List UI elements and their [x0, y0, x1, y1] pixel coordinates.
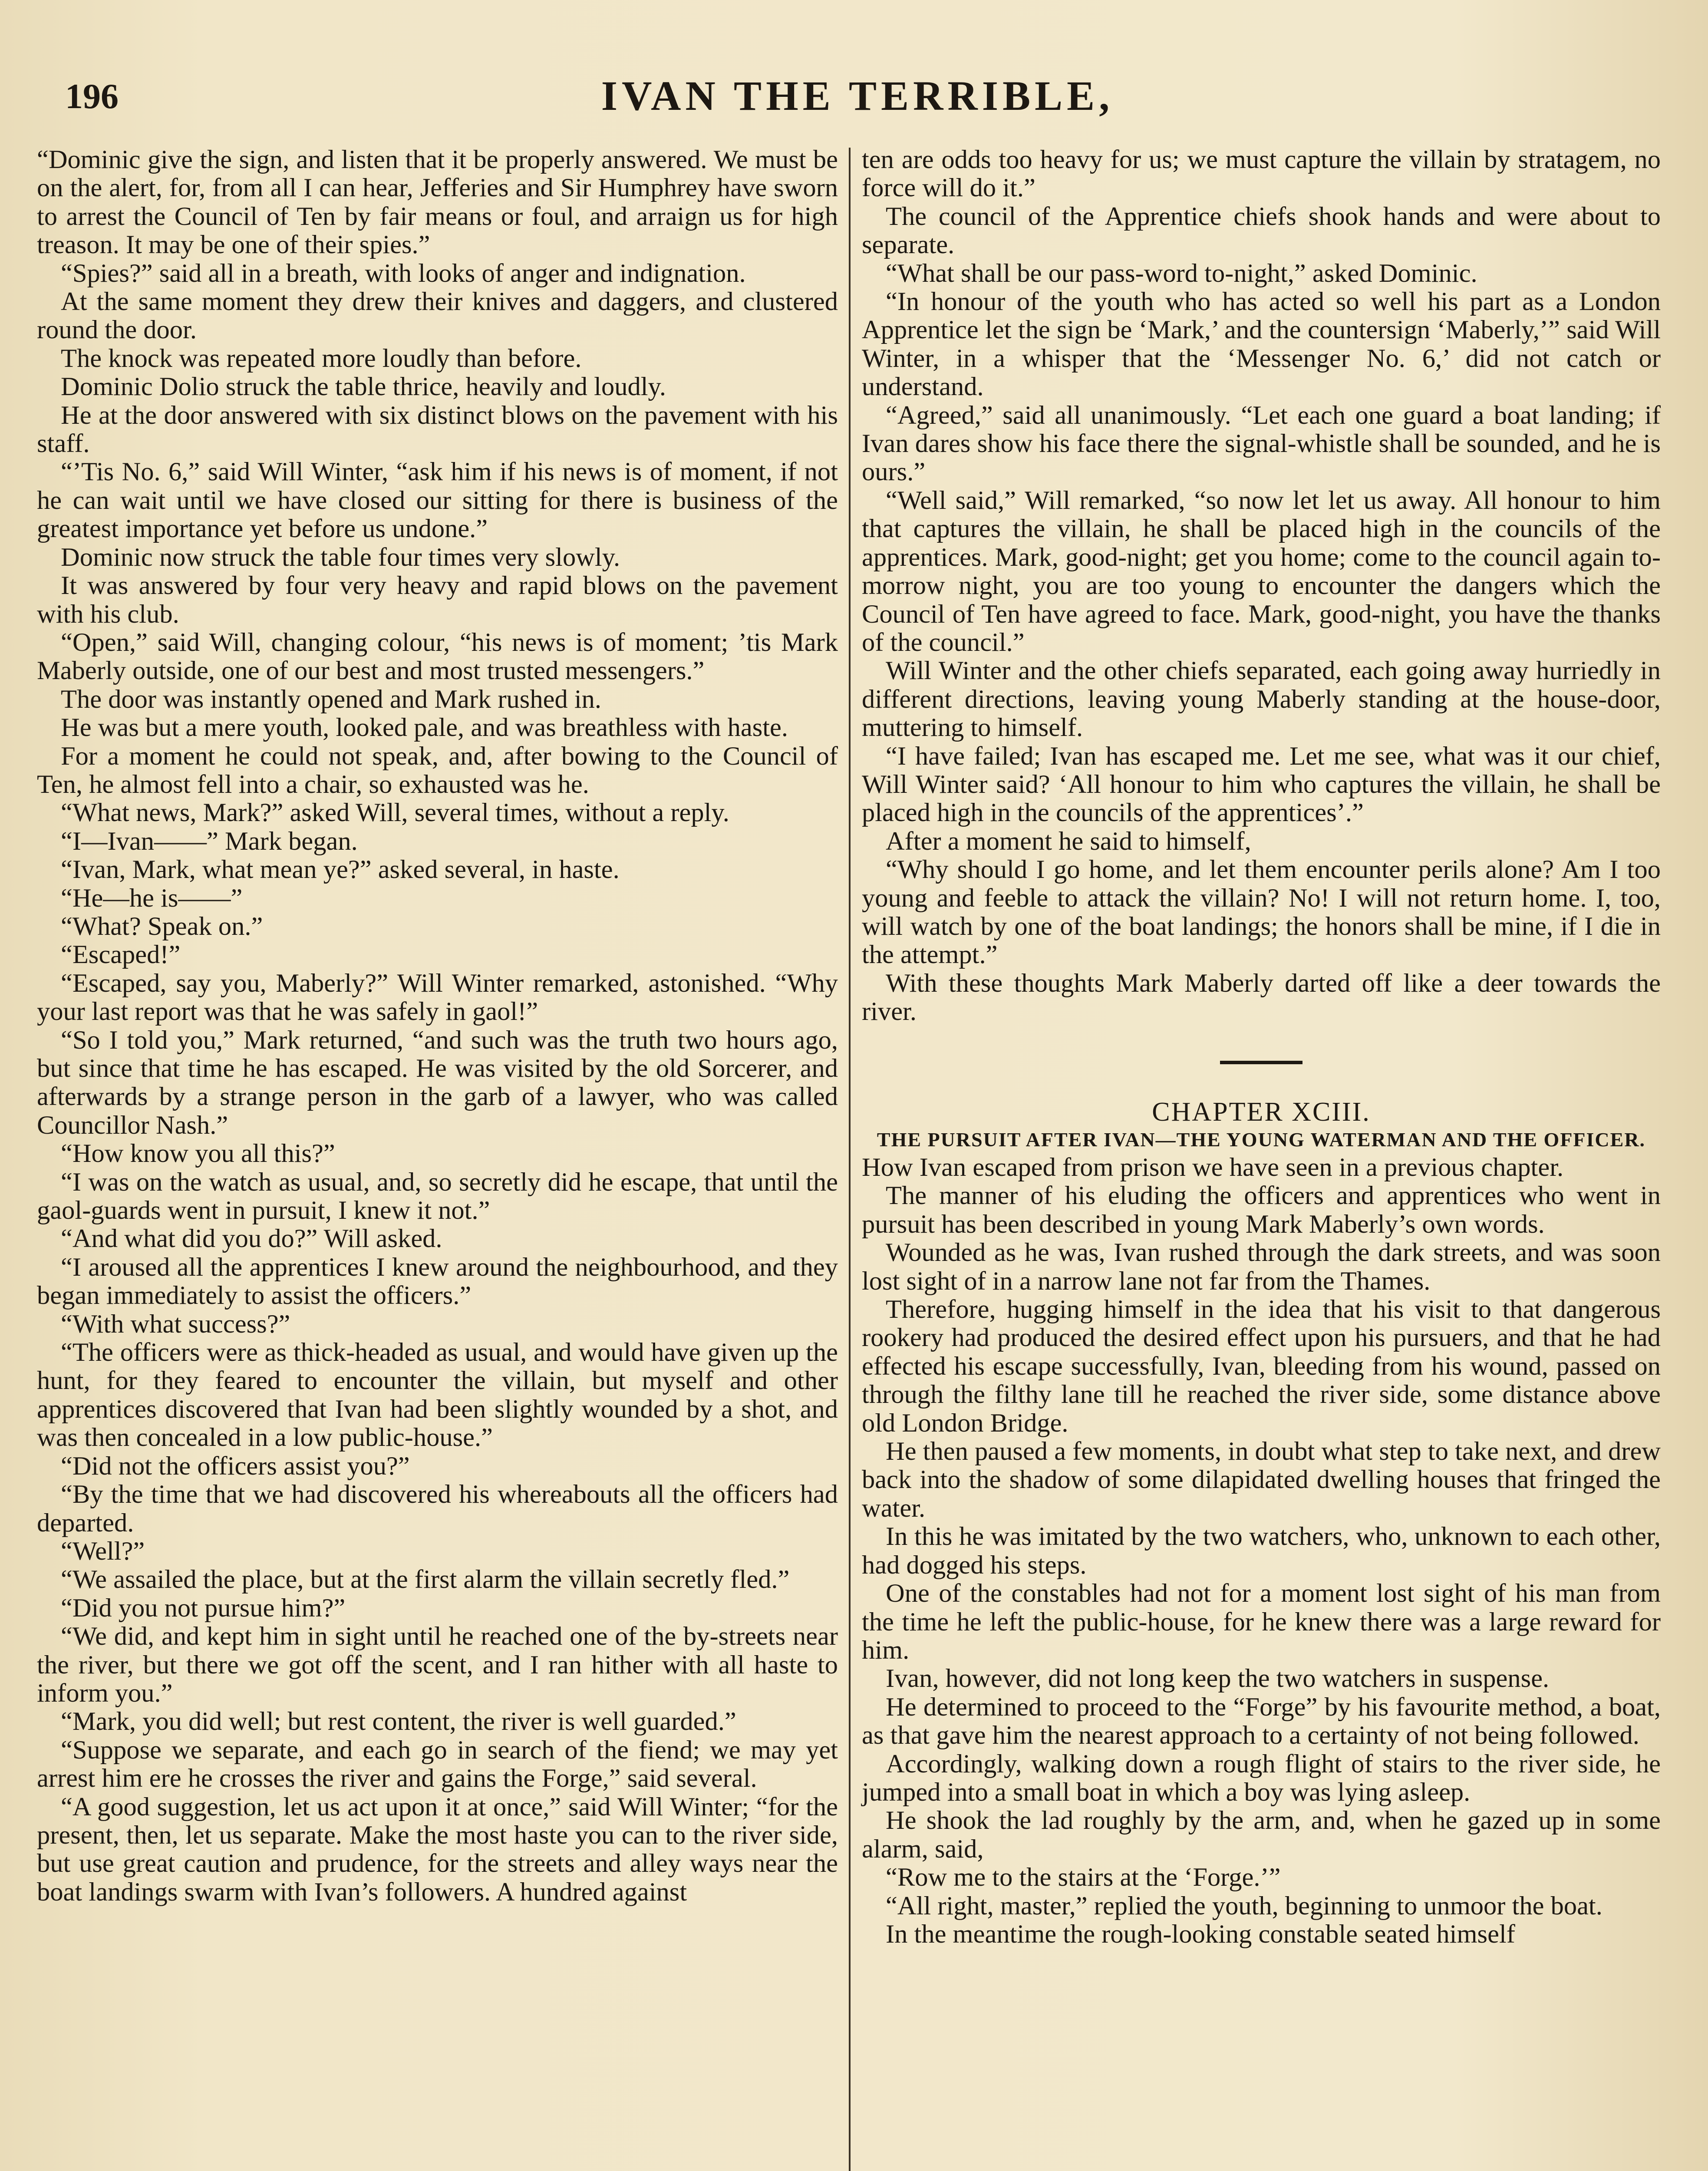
paragraph: “In honour of the youth who has acted so well his part as a London Apprentice let the sign be ‘Mark,’ and the countersign ‘Maberly,’” said Will Winter, in a whisper that the ‘Messenger No. 6,’ did not catch or understand.: [862, 287, 1661, 402]
paragraph: It was answered by four very heavy and rapid blows on the pavement with his club.: [37, 571, 838, 629]
right-column: [862, 145, 1661, 1948]
paragraph: “A good suggestion, let us act upon it at once,” said Will Winter; “for the present, then, let us separate. Make the most haste you can to the river side, but use great caution and prudence, for the streets and alley ways near the boat landings swarm with Ivan’s followers. A hundred against: [37, 1792, 838, 1907]
paragraph: “I have failed; Ivan has escaped me. Let me see, what was it our chief, Will Winter said? ‘All honour to him who captures the villain, he shall be placed high in the councils of the apprentices’.”: [862, 741, 1661, 828]
paragraph: Therefore, hugging himself in the idea that his visit to that dangerous rookery had produced the desired effect upon his pursuers, and that he had effected his escape successfully, Ivan, bleeding from his wound, passed on through the filthy lane till he reached the river side, some distance above old London Bridge.: [862, 1295, 1661, 1438]
paragraph: At the same moment they drew their knives and daggers, and clustered round the door.: [37, 287, 838, 345]
page-number: 196: [65, 76, 119, 116]
page-header: [65, 72, 1650, 128]
paragraph: “And what did you do?” Will asked.: [61, 1224, 442, 1254]
paragraph: “Escaped!”: [61, 940, 181, 970]
paragraph: Dominic Dolio struck the table thrice, heavily and loudly.: [61, 372, 666, 402]
running-title: IVAN THE TERRIBLE,: [601, 73, 1114, 119]
paragraph: Will Winter and the other chiefs separated, each going away hurriedly in different directions, leaving young Maberly standing at the house-door, muttering to himself.: [862, 656, 1661, 742]
paragraph: He determined to proceed to the “Forge” by his favourite method, a boat, as that gave him the nearest approach to a certainty of not being followed.: [862, 1692, 1661, 1750]
column-divider: [849, 148, 851, 2171]
chapter-heading: CHAPTER XCIII.: [1152, 1097, 1371, 1127]
paragraph: In the meantime the rough-looking constable seated himself: [886, 1919, 1515, 1949]
paragraph: “Agreed,” said all unanimously. “Let each one guard a boat landing; if Ivan dares show his face there the signal-whistle shall be sounded, and he is ours.”: [862, 400, 1661, 487]
paragraph: “We assailed the place, but at the first alarm the villain secretly fled.”: [61, 1565, 790, 1594]
paragraph: One of the constables had not for a moment lost sight of his man from the time he left the public-house, for he knew there was a large reward for him.: [862, 1579, 1661, 1665]
paragraph: The council of the Apprentice chiefs shook hands and were about to separate.: [862, 201, 1661, 260]
paragraph: “Open,” said Will, changing colour, “his news is of moment; ’tis Mark Maberly outside, one of our best and most trusted messengers.”: [37, 627, 838, 686]
section-rule: [1220, 1061, 1302, 1064]
paragraph: Accordingly, walking down a rough flight of stairs to the river side, he jumped into a small boat in which a boy was lying asleep.: [862, 1749, 1661, 1807]
paragraph: The knock was repeated more loudly than before.: [61, 343, 582, 373]
right-column-top-text: [862, 145, 1661, 1026]
paragraph: “Ivan, Mark, what mean ye?” asked several, in haste.: [61, 855, 620, 884]
paragraph: “Well said,” Will remarked, “so now let let us away. All honour to him that captures the villain, he shall be placed high in the councils of the apprentices. Mark, good-night; get you home; come to the council again to-morrow night, you are too young to encounter the dangers which the Council of Ten have agreed to face. Mark, good-night, you have the thanks of the council.”: [862, 485, 1661, 657]
paragraph: “’Tis No. 6,” said Will Winter, “ask him if his news is of moment, if not he can wait until we have closed our sitting for there is business of the greatest importance yet before us undone.”: [37, 457, 838, 544]
paragraph: “What news, Mark?” asked Will, several times, without a reply.: [61, 798, 729, 828]
paragraph: “The officers were as thick-headed as usual, and would have given up the hunt, for they feared to encounter the villain, but myself and other apprentices discovered that Ivan had been slightly wounded by a shot, and was then concealed in a low public-house.”: [37, 1338, 838, 1452]
paragraph: After a moment he said to himself,: [886, 826, 1251, 856]
paragraph: “All right, master,” replied the youth, beginning to unmoor the boat.: [886, 1891, 1602, 1920]
paragraph: The manner of his eluding the officers and apprentices who went in pursuit has been described in young Mark Maberly’s own words.: [862, 1181, 1661, 1239]
paragraph: He shook the lad roughly by the arm, and, when he gazed up in some alarm, said,: [862, 1806, 1661, 1864]
paragraph: “Escaped, say you, Maberly?” Will Winter remarked, astonished. “Why your last report was that he was safely in gaol!”: [37, 968, 838, 1026]
paragraph: “Well?”: [61, 1536, 145, 1566]
paragraph: How Ivan escaped from prison we have seen in a previous chapter.: [862, 1153, 1564, 1182]
paragraph: Wounded as he was, Ivan rushed through the dark streets, and was soon lost sight of in a narrow lane not far from the Thames.: [862, 1238, 1661, 1296]
paragraph: “With what success?”: [61, 1309, 290, 1339]
right-column-chapter-text: [862, 1153, 1661, 1948]
paragraph: “Did you not pursue him?”: [61, 1593, 346, 1623]
paragraph: “So I told you,” Mark returned, “and such was the truth two hours ago, but since that time he has escaped. He was visited by the old Sorcerer, and afterwards by a strange person in the garb of a lawyer, who was called Councillor Nash.”: [37, 1025, 838, 1140]
paragraph: “Row me to the stairs at the ‘Forge.’”: [886, 1863, 1281, 1892]
paragraph: In this he was imitated by the two watchers, who, unknown to each other, had dogged his steps.: [862, 1522, 1661, 1580]
paragraph: “Suppose we separate, and each go in search of the fiend; we may yet arrest him ere he crosses the river and gains the Forge,” said several.: [37, 1735, 838, 1793]
paragraph: He then paused a few moments, in doubt what step to take next, and drew back into the shadow of some dilapidated dwelling houses that fringed the water.: [862, 1437, 1661, 1523]
paragraph: “Dominic give the sign, and listen that it be properly answered. We must be on the alert, for, from all I can hear, Jefferies and Sir Humphrey have sworn to arrest the Council of Ten by fair means or foul, and arraign us for high treason. It may be one of their spies.”: [37, 145, 838, 260]
chapter-subtitle: THE PURSUIT AFTER IVAN—THE YOUNG WATERMAN AND THE OFFICER.: [877, 1128, 1646, 1151]
paragraph: “I—Ivan——” Mark began.: [61, 826, 358, 856]
left-column: [37, 145, 838, 1906]
paragraph: Dominic now struck the table four times very slowly.: [61, 542, 620, 572]
paragraph: “What shall be our pass-word to-night,” asked Dominic.: [886, 258, 1477, 288]
paragraph: “I was on the watch as usual, and, so secretly did he escape, that until the gaol-guards went in pursuit, I knew it not.”: [37, 1167, 838, 1225]
paragraph: “Mark, you did well; but rest content, the river is well guarded.”: [61, 1707, 736, 1736]
paragraph: “Spies?” said all in a breath, with looks of anger and indignation.: [61, 258, 746, 288]
paragraph: “By the time that we had discovered his whereabouts all the officers had departed.: [37, 1480, 838, 1538]
paragraph: “Did not the officers assist you?”: [61, 1451, 410, 1481]
paragraph: “What? Speak on.”: [61, 911, 263, 941]
paragraph: ten are odds too heavy for us; we must capture the villain by stratagem, no force will do it.”: [862, 145, 1661, 203]
paragraph: With these thoughts Mark Maberly darted off like a deer towards the river.: [862, 968, 1661, 1026]
paragraph: “I aroused all the apprentices I knew around the neighbourhood, and they began immediately to assist the officers.”: [37, 1252, 838, 1310]
paragraph: He was but a mere youth, looked pale, and was breathless with haste.: [61, 713, 788, 742]
paragraph: The door was instantly opened and Mark rushed in.: [61, 684, 602, 714]
paragraph: He at the door answered with six distinct blows on the pavement with his staff.: [37, 400, 838, 459]
paragraph: “We did, and kept him in sight until he reached one of the by-streets near the river, but there we got off the scent, and I ran hither with all haste to inform you.”: [37, 1622, 838, 1708]
paragraph: “Why should I go home, and let them encounter perils alone? Am I too young and feeble to attack the villain? No! I will not return home. I, too, will watch by one of the boat landings; the honors shall be mine, if I die in the attempt.”: [862, 855, 1661, 970]
paragraph: Ivan, however, did not long keep the two watchers in suspense.: [886, 1664, 1550, 1693]
paragraph: “He—he is——”: [61, 883, 243, 913]
paragraph: “How know you all this?”: [61, 1139, 335, 1168]
paragraph: For a moment he could not speak, and, after bowing to the Council of Ten, he almost fell into a chair, so exhausted was he.: [37, 741, 838, 799]
